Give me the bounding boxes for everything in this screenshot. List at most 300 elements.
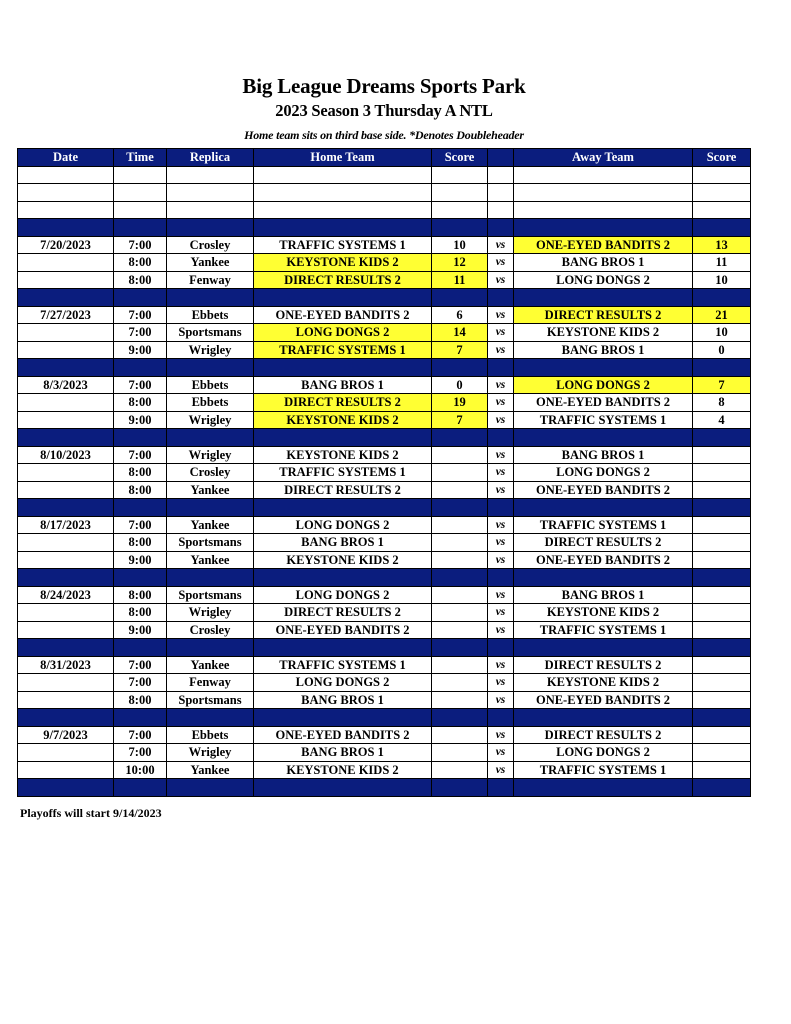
game-time: 7:00 — [114, 306, 167, 324]
empty-cell — [254, 201, 432, 219]
away-team: ONE-EYED BANDITS 2 — [514, 551, 693, 569]
separator-cell — [514, 289, 693, 307]
vs-label: vs — [488, 551, 514, 569]
week-separator — [18, 569, 751, 587]
week-separator — [18, 289, 751, 307]
vs-label: vs — [488, 586, 514, 604]
game-row — [18, 691, 751, 709]
game-date — [18, 394, 114, 412]
away-team: LONG DONGS 2 — [514, 376, 693, 394]
game-date — [18, 271, 114, 289]
away-team: DIRECT RESULTS 2 — [514, 656, 693, 674]
away-score: 7 — [693, 376, 751, 394]
home-team: KEYSTONE KIDS 2 — [254, 446, 432, 464]
away-score — [693, 464, 751, 482]
separator-cell — [167, 289, 254, 307]
away-score — [693, 744, 751, 762]
separator-cell — [488, 499, 514, 517]
separator-cell — [693, 709, 751, 727]
away-team: DIRECT RESULTS 2 — [514, 726, 693, 744]
game-date — [18, 691, 114, 709]
game-time: 10:00 — [114, 761, 167, 779]
game-field: Fenway — [167, 674, 254, 692]
empty-cell — [514, 184, 693, 202]
separator-cell — [488, 289, 514, 307]
empty-cell — [432, 201, 488, 219]
game-date — [18, 621, 114, 639]
away-score — [693, 586, 751, 604]
home-score — [432, 691, 488, 709]
game-row — [18, 236, 751, 254]
separator-cell — [167, 359, 254, 377]
vs-label: vs — [488, 376, 514, 394]
vs-label: vs — [488, 516, 514, 534]
game-row — [18, 551, 751, 569]
game-row — [18, 516, 751, 534]
home-team: TRAFFIC SYSTEMS 1 — [254, 656, 432, 674]
separator-cell — [18, 639, 114, 657]
header-date: Date — [18, 149, 114, 167]
schedule-table — [17, 148, 751, 797]
home-team: TRAFFIC SYSTEMS 1 — [254, 464, 432, 482]
vs-label: vs — [488, 744, 514, 762]
empty-cell — [693, 166, 751, 184]
separator-cell — [514, 359, 693, 377]
away-team: ONE-EYED BANDITS 2 — [514, 236, 693, 254]
game-field: Wrigley — [167, 604, 254, 622]
game-time: 8:00 — [114, 394, 167, 412]
separator-cell — [488, 569, 514, 587]
game-row — [18, 674, 751, 692]
home-score — [432, 674, 488, 692]
home-score: 7 — [432, 341, 488, 359]
game-row — [18, 726, 751, 744]
separator-cell — [114, 569, 167, 587]
vs-label: vs — [488, 341, 514, 359]
separator-cell — [114, 639, 167, 657]
game-time: 7:00 — [114, 674, 167, 692]
away-team: TRAFFIC SYSTEMS 1 — [514, 411, 693, 429]
home-score — [432, 761, 488, 779]
separator-cell — [254, 709, 432, 727]
separator-cell — [254, 219, 432, 237]
game-row — [18, 306, 751, 324]
game-row — [18, 341, 751, 359]
vs-label: vs — [488, 481, 514, 499]
home-score — [432, 516, 488, 534]
home-score — [432, 464, 488, 482]
separator-cell — [167, 779, 254, 797]
game-time: 8:00 — [114, 464, 167, 482]
home-score — [432, 446, 488, 464]
separator-cell — [18, 359, 114, 377]
separator-cell — [693, 219, 751, 237]
separator-cell — [488, 219, 514, 237]
separator-cell — [432, 499, 488, 517]
separator-cell — [18, 499, 114, 517]
game-field: Ebbets — [167, 376, 254, 394]
away-score: 21 — [693, 306, 751, 324]
separator-cell — [18, 219, 114, 237]
game-field: Ebbets — [167, 306, 254, 324]
game-row — [18, 376, 751, 394]
away-team: KEYSTONE KIDS 2 — [514, 604, 693, 622]
away-score — [693, 674, 751, 692]
away-score — [693, 516, 751, 534]
separator-cell — [18, 569, 114, 587]
away-score — [693, 534, 751, 552]
home-team: TRAFFIC SYSTEMS 1 — [254, 341, 432, 359]
home-team: BANG BROS 1 — [254, 744, 432, 762]
game-field: Yankee — [167, 254, 254, 272]
separator-cell — [693, 779, 751, 797]
separator-cell — [18, 709, 114, 727]
separator-cell — [432, 569, 488, 587]
game-date: 8/31/2023 — [18, 656, 114, 674]
page-note: Home team sits on third base side. *Denotes Doubleheader — [244, 128, 524, 142]
separator-cell — [432, 429, 488, 447]
game-field: Sportsmans — [167, 586, 254, 604]
home-team: BANG BROS 1 — [254, 691, 432, 709]
game-field: Wrigley — [167, 744, 254, 762]
home-team: TRAFFIC SYSTEMS 1 — [254, 236, 432, 254]
separator-cell — [432, 779, 488, 797]
home-team: ONE-EYED BANDITS 2 — [254, 726, 432, 744]
away-score — [693, 604, 751, 622]
home-team: LONG DONGS 2 — [254, 586, 432, 604]
separator-cell — [488, 709, 514, 727]
vs-label: vs — [488, 674, 514, 692]
away-score: 11 — [693, 254, 751, 272]
away-team: BANG BROS 1 — [514, 254, 693, 272]
separator-cell — [167, 569, 254, 587]
game-time: 7:00 — [114, 324, 167, 342]
away-score: 4 — [693, 411, 751, 429]
home-team: LONG DONGS 2 — [254, 516, 432, 534]
game-time: 9:00 — [114, 551, 167, 569]
game-time: 9:00 — [114, 341, 167, 359]
separator-cell — [18, 779, 114, 797]
home-score — [432, 481, 488, 499]
away-score — [693, 481, 751, 499]
separator-cell — [488, 429, 514, 447]
blank-row — [18, 166, 751, 184]
vs-label: vs — [488, 271, 514, 289]
game-field: Fenway — [167, 271, 254, 289]
game-time: 7:00 — [114, 744, 167, 762]
game-date: 8/24/2023 — [18, 586, 114, 604]
empty-cell — [693, 184, 751, 202]
game-row — [18, 761, 751, 779]
empty-cell — [114, 166, 167, 184]
blank-row — [18, 201, 751, 219]
week-separator — [18, 499, 751, 517]
home-team: KEYSTONE KIDS 2 — [254, 761, 432, 779]
separator-cell — [514, 219, 693, 237]
separator-cell — [167, 499, 254, 517]
game-field: Sportsmans — [167, 691, 254, 709]
away-score: 13 — [693, 236, 751, 254]
game-date: 8/3/2023 — [18, 376, 114, 394]
away-score: 8 — [693, 394, 751, 412]
game-date — [18, 761, 114, 779]
week-separator — [18, 709, 751, 727]
header-vs — [488, 149, 514, 167]
home-score: 19 — [432, 394, 488, 412]
away-team: TRAFFIC SYSTEMS 1 — [514, 761, 693, 779]
game-date — [18, 411, 114, 429]
game-field: Yankee — [167, 551, 254, 569]
game-date: 7/27/2023 — [18, 306, 114, 324]
game-field: Yankee — [167, 516, 254, 534]
vs-label: vs — [488, 394, 514, 412]
away-team: BANG BROS 1 — [514, 446, 693, 464]
home-score — [432, 534, 488, 552]
vs-label: vs — [488, 761, 514, 779]
away-score — [693, 446, 751, 464]
empty-cell — [18, 166, 114, 184]
separator-cell — [693, 429, 751, 447]
separator-cell — [514, 569, 693, 587]
separator-cell — [432, 709, 488, 727]
home-team: KEYSTONE KIDS 2 — [254, 551, 432, 569]
away-team: LONG DONGS 2 — [514, 464, 693, 482]
game-date — [18, 744, 114, 762]
separator-cell — [114, 219, 167, 237]
blank-row — [18, 184, 751, 202]
game-field: Wrigley — [167, 446, 254, 464]
game-field: Sportsmans — [167, 534, 254, 552]
home-team: ONE-EYED BANDITS 2 — [254, 306, 432, 324]
home-score — [432, 586, 488, 604]
schedule-body — [18, 166, 751, 796]
game-row — [18, 481, 751, 499]
separator-cell — [167, 219, 254, 237]
separator-cell — [114, 429, 167, 447]
away-team: ONE-EYED BANDITS 2 — [514, 691, 693, 709]
game-date — [18, 551, 114, 569]
vs-label: vs — [488, 691, 514, 709]
away-score — [693, 551, 751, 569]
game-date — [18, 254, 114, 272]
game-field: Yankee — [167, 481, 254, 499]
week-separator — [18, 219, 751, 237]
away-team: TRAFFIC SYSTEMS 1 — [514, 621, 693, 639]
separator-cell — [693, 639, 751, 657]
away-team: DIRECT RESULTS 2 — [514, 534, 693, 552]
game-date — [18, 481, 114, 499]
empty-cell — [432, 166, 488, 184]
header-away-score: Score — [693, 149, 751, 167]
home-team: ONE-EYED BANDITS 2 — [254, 621, 432, 639]
game-date — [18, 324, 114, 342]
empty-cell — [514, 201, 693, 219]
game-field: Yankee — [167, 761, 254, 779]
away-team: ONE-EYED BANDITS 2 — [514, 481, 693, 499]
separator-cell — [167, 709, 254, 727]
away-score: 10 — [693, 324, 751, 342]
header-home-team: Home Team — [254, 149, 432, 167]
empty-cell — [488, 201, 514, 219]
away-score — [693, 691, 751, 709]
game-time: 9:00 — [114, 411, 167, 429]
separator-cell — [114, 499, 167, 517]
separator-cell — [432, 639, 488, 657]
separator-cell — [514, 499, 693, 517]
empty-cell — [18, 201, 114, 219]
home-team: KEYSTONE KIDS 2 — [254, 411, 432, 429]
vs-label: vs — [488, 236, 514, 254]
separator-cell — [514, 639, 693, 657]
away-team: BANG BROS 1 — [514, 341, 693, 359]
separator-cell — [693, 499, 751, 517]
game-row — [18, 534, 751, 552]
home-score: 6 — [432, 306, 488, 324]
game-date: 7/20/2023 — [18, 236, 114, 254]
game-row — [18, 621, 751, 639]
separator-cell — [432, 219, 488, 237]
separator-cell — [254, 499, 432, 517]
game-date: 8/10/2023 — [18, 446, 114, 464]
page-subtitle: 2023 Season 3 Thursday A NTL — [275, 101, 493, 120]
home-score: 7 — [432, 411, 488, 429]
home-score — [432, 744, 488, 762]
game-time: 7:00 — [114, 656, 167, 674]
game-time: 8:00 — [114, 586, 167, 604]
game-date — [18, 674, 114, 692]
game-date: 8/17/2023 — [18, 516, 114, 534]
game-time: 8:00 — [114, 604, 167, 622]
empty-cell — [488, 184, 514, 202]
game-field: Yankee — [167, 656, 254, 674]
empty-cell — [693, 201, 751, 219]
separator-cell — [514, 709, 693, 727]
game-row — [18, 271, 751, 289]
away-team: ONE-EYED BANDITS 2 — [514, 394, 693, 412]
home-score — [432, 551, 488, 569]
vs-label: vs — [488, 306, 514, 324]
game-field: Wrigley — [167, 341, 254, 359]
week-separator — [18, 779, 751, 797]
home-team: DIRECT RESULTS 2 — [254, 481, 432, 499]
separator-cell — [693, 289, 751, 307]
game-row — [18, 464, 751, 482]
empty-cell — [18, 184, 114, 202]
game-time: 9:00 — [114, 621, 167, 639]
separator-cell — [114, 779, 167, 797]
away-team: KEYSTONE KIDS 2 — [514, 674, 693, 692]
away-score — [693, 656, 751, 674]
header-row — [18, 149, 751, 167]
game-row — [18, 744, 751, 762]
game-row — [18, 411, 751, 429]
game-row — [18, 604, 751, 622]
separator-cell — [254, 779, 432, 797]
game-row — [18, 656, 751, 674]
game-field: Crosley — [167, 621, 254, 639]
home-score: 10 — [432, 236, 488, 254]
away-team: DIRECT RESULTS 2 — [514, 306, 693, 324]
game-date — [18, 534, 114, 552]
home-team: DIRECT RESULTS 2 — [254, 394, 432, 412]
footer-note: Playoffs will start 9/14/2023 — [20, 806, 162, 820]
page-title: Big League Dreams Sports Park — [242, 74, 526, 98]
game-time: 8:00 — [114, 481, 167, 499]
empty-cell — [114, 184, 167, 202]
game-row — [18, 586, 751, 604]
home-team: LONG DONGS 2 — [254, 674, 432, 692]
separator-cell — [114, 289, 167, 307]
home-score — [432, 656, 488, 674]
separator-cell — [114, 359, 167, 377]
game-field: Sportsmans — [167, 324, 254, 342]
game-time: 8:00 — [114, 271, 167, 289]
vs-label: vs — [488, 656, 514, 674]
away-score: 0 — [693, 341, 751, 359]
separator-cell — [514, 429, 693, 447]
vs-label: vs — [488, 411, 514, 429]
home-score: 11 — [432, 271, 488, 289]
separator-cell — [488, 779, 514, 797]
separator-cell — [432, 289, 488, 307]
separator-cell — [488, 639, 514, 657]
away-team: LONG DONGS 2 — [514, 271, 693, 289]
home-score: 14 — [432, 324, 488, 342]
game-time: 7:00 — [114, 726, 167, 744]
empty-cell — [254, 184, 432, 202]
home-team: LONG DONGS 2 — [254, 324, 432, 342]
away-team: BANG BROS 1 — [514, 586, 693, 604]
header-time: Time — [114, 149, 167, 167]
game-date: 9/7/2023 — [18, 726, 114, 744]
separator-cell — [693, 359, 751, 377]
game-row — [18, 254, 751, 272]
separator-cell — [514, 779, 693, 797]
vs-label: vs — [488, 621, 514, 639]
game-time: 8:00 — [114, 254, 167, 272]
home-team: BANG BROS 1 — [254, 534, 432, 552]
game-date — [18, 604, 114, 622]
game-row — [18, 324, 751, 342]
game-time: 8:00 — [114, 534, 167, 552]
game-field: Crosley — [167, 236, 254, 254]
game-time: 7:00 — [114, 376, 167, 394]
home-score — [432, 604, 488, 622]
vs-label: vs — [488, 726, 514, 744]
away-score — [693, 726, 751, 744]
empty-cell — [432, 184, 488, 202]
separator-cell — [18, 429, 114, 447]
vs-label: vs — [488, 446, 514, 464]
home-team: DIRECT RESULTS 2 — [254, 604, 432, 622]
home-team: DIRECT RESULTS 2 — [254, 271, 432, 289]
header-away-team: Away Team — [514, 149, 693, 167]
empty-cell — [488, 166, 514, 184]
home-team: KEYSTONE KIDS 2 — [254, 254, 432, 272]
empty-cell — [167, 184, 254, 202]
game-field: Ebbets — [167, 394, 254, 412]
home-score — [432, 726, 488, 744]
week-separator — [18, 639, 751, 657]
empty-cell — [254, 166, 432, 184]
game-row — [18, 446, 751, 464]
game-field: Wrigley — [167, 411, 254, 429]
separator-cell — [18, 289, 114, 307]
game-row — [18, 394, 751, 412]
away-team: LONG DONGS 2 — [514, 744, 693, 762]
game-time: 7:00 — [114, 516, 167, 534]
away-team: KEYSTONE KIDS 2 — [514, 324, 693, 342]
